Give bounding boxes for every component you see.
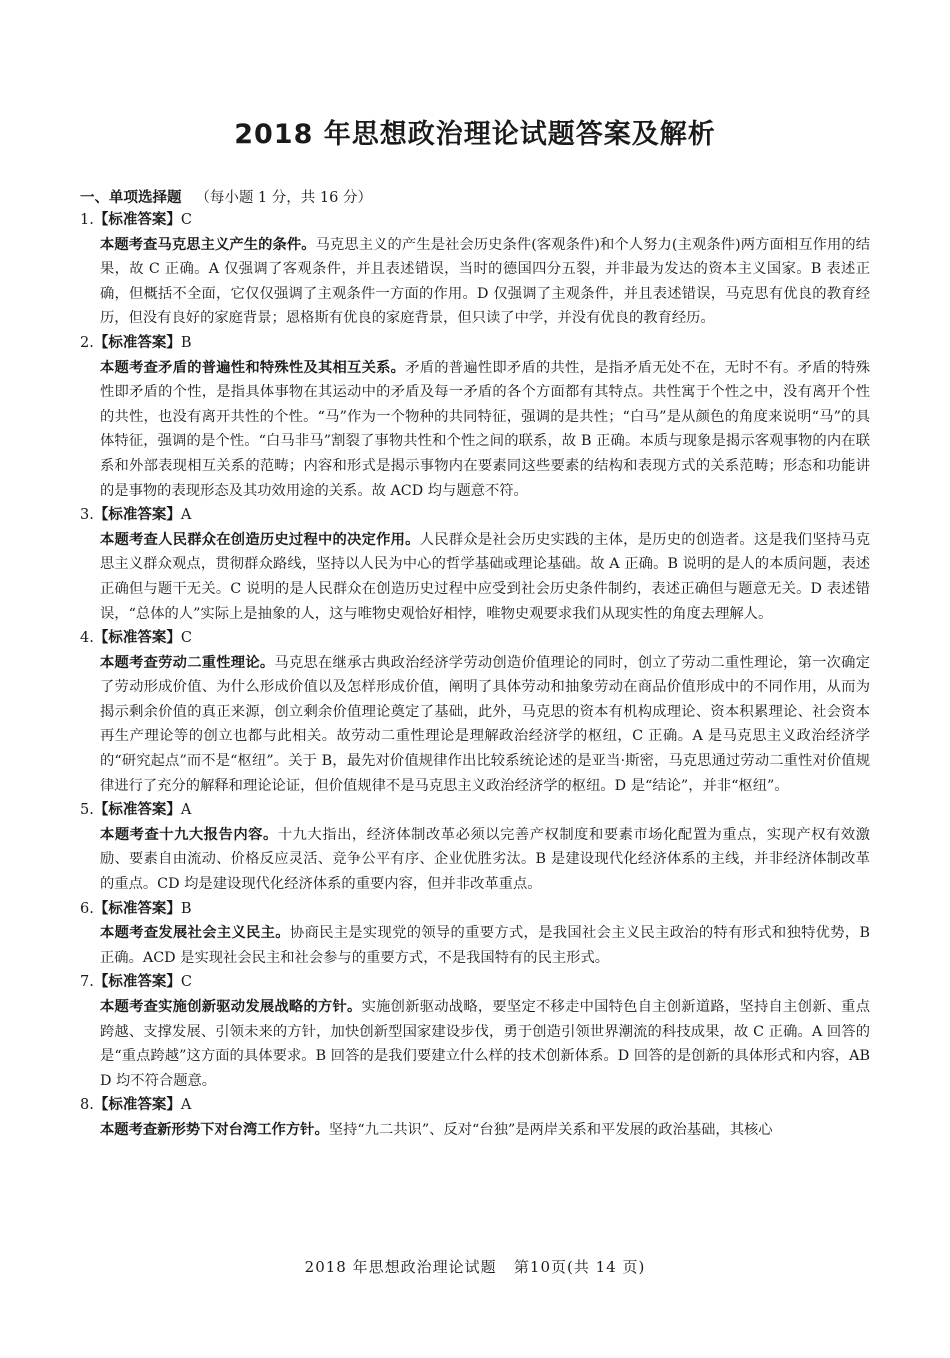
page-footer [0, 1256, 950, 1277]
topic-lead: 本题考查十九大报告内容。 [100, 826, 278, 843]
answer-tag: 【标准答案】 [93, 900, 181, 917]
question-number: 8. [80, 1097, 94, 1114]
section-note: （每小题 1 分，共 16 分） [195, 190, 372, 206]
question-item [80, 798, 870, 896]
question-item [80, 897, 870, 971]
answer-letter: A [180, 802, 192, 819]
footer-page-number: 第10页(共 14 页) [513, 1258, 646, 1276]
question-number: 7. [80, 974, 94, 991]
explanation-text: 十九大指出，经济体制改革必须以完善产权制度和要素市场化配置为重点，实现产权有效激励、要素自由流动、价格反应灵活、竞争公平有序、企业优胜劣汰。B 是建设现代化经济体系的主线，并非经济体制改革的重点。CD 均是建设现代化经济体系的重要内容，但并非改革重点。 [100, 826, 870, 893]
answer-letter: C [180, 630, 192, 647]
topic-lead: 本题考查劳动二重性理论。 [100, 654, 275, 671]
topic-lead: 本题考查新形势下对台湾工作方针。 [100, 1121, 329, 1138]
question-header [80, 970, 870, 995]
explanation-text: 实施创新驱动战略，要坚定不移走中国特色自主创新道路，坚持自主创新、重点跨越、支撑发展、引领未来的方针，加快创新型国家建设步伐，勇于创造引领世界潮流的科技成果，故 C 正确。A 回答的是“重点跨越”这方面的具体要求。B 回答的是我们要建立什么样的技术创新体系。D 回答的是创新的具体形式和内容，ABD 均不符合题意。 [100, 999, 871, 1089]
question-explanation [80, 1118, 870, 1143]
answer-tag: 【标准答案】 [93, 974, 181, 991]
question-explanation [80, 921, 870, 970]
question-explanation [80, 528, 870, 626]
topic-lead: 本题考查马克思主义产生的条件。 [100, 236, 316, 253]
explanation-text: 协商民主是实现党的领导的重要方式，是我国社会主义民主政治的特有形式和独特优势，B 正确。ACD 是实现社会民主和社会参与的重要方式，不是我国特有的民主形式。 [100, 925, 870, 966]
answer-tag: 【标准答案】 [93, 1097, 181, 1114]
page-title: 2018 年思想政治理论试题答案及解析 [234, 119, 716, 150]
question-explanation [80, 823, 870, 897]
topic-lead: 本题考查矛盾的普遍性和特殊性及其相互关系。 [100, 359, 406, 376]
topic-lead: 本题考查实施创新驱动发展战略的方针。 [100, 999, 362, 1015]
topic-lead: 本题考查人民群众在创造历史过程中的决定作用。 [100, 531, 420, 548]
topic-lead: 本题考查发展社会主义民主。 [100, 925, 290, 942]
question-header [80, 331, 870, 356]
question-header [80, 798, 870, 823]
answer-tag: 【标准答案】 [93, 630, 181, 647]
footer-exam-name: 2018 年思想政治理论试题 [304, 1258, 497, 1276]
question-explanation [80, 233, 870, 331]
explanation-text: 马克思主义的产生是社会历史条件(客观条件)和个人努力(主观条件)两方面相互作用的结果，故 C 正确。A 仅强调了客观条件，并且表述错误，当时的德国四分五裂，并非最为发达的资本主义国家。B 表述正确，但概括不全面，它仅仅强调了主观条件一方面的作用。D 仅强调了主观条件，并且表述错误，马克思有优良的教育经历，但没有良好的家庭背景；恩格斯有优良的家庭背景，但只读了中学，并没有优良的教育经历。 [100, 236, 871, 327]
question-number: 4. [80, 630, 94, 647]
answer-tag: 【标准答案】 [93, 334, 181, 351]
answer-tag: 【标准答案】 [93, 212, 181, 228]
answer-letter: B [180, 334, 192, 351]
answer-list [80, 208, 870, 1143]
question-item [80, 503, 870, 626]
explanation-text: 矛盾的普遍性即矛盾的共性，是指矛盾无处不在，无时不有。矛盾的特殊性即矛盾的个性，是指具体事物在其运动中的矛盾及每一矛盾的各个方面都有其特点。共性寓于个性之中，没有离开个性的共性，也没有离开共性的个性。“马”作为一个物种的共同特征，强调的是共性；“白马”是从颜色的角度来说明“马”的具体特征，强调的是个性。“白马非马”割裂了事物共性和个性之间的联系，故 B 正确。本质与现象是揭示客观事物的内在联系和外部表现相互关系的范畴；内容和形式是揭示事物内在要素同这些要素的结构和表现方式的关系范畴；形态和功能讲的是事物的表现形态及其功效用途的关系。故 ACD 均与题意不符。 [100, 359, 870, 499]
question-header [80, 897, 870, 922]
explanation-text: 马克思在继承古典政治经济学劳动创造价值理论的同时，创立了劳动二重性理论，第一次确定了劳动形成价值、为什么形成价值以及怎样形成价值，阐明了具体劳动和抽象劳动在商品价值形成中的不同作用，从而为揭示剩余价值的真正来源，创立剩余价值理论奠定了基础，此外，马克思的资本有机构成理论、资本积累理论、社会资本再生产理论等的创立也都与此相关。故劳动二重性理论是理解政治经济学的枢纽，C 正确。A 是马克思主义政治经济学的“研究起点”而不是“枢纽”。关于 B，最先对价值规律作出比较系统论述的是亚当·斯密，马克思通过劳动二重性对价值规律进行了充分的解释和理论论证，但价值规律不是马克思主义政治经济学的枢纽。D 是“结论”，并非“枢纽”。 [100, 654, 871, 794]
question-header [80, 1093, 870, 1118]
answer-letter: C [180, 212, 192, 228]
question-item [80, 331, 870, 503]
question-number: 1. [80, 212, 94, 228]
question-item [80, 208, 870, 331]
answer-letter: B [180, 900, 192, 917]
question-explanation [80, 356, 870, 504]
section-label: 一、单项选择题 [80, 190, 182, 206]
question-number: 5. [80, 802, 94, 819]
question-item [80, 970, 870, 1093]
question-header [80, 626, 870, 651]
section-heading [80, 186, 372, 207]
question-item [80, 626, 870, 798]
question-header [80, 208, 870, 233]
answer-tag: 【标准答案】 [93, 802, 181, 819]
answer-letter: A [180, 1097, 192, 1114]
question-explanation [80, 651, 870, 799]
question-header [80, 503, 870, 528]
answer-letter: A [180, 507, 192, 524]
question-number: 6. [80, 900, 94, 917]
answer-tag: 【标准答案】 [93, 507, 181, 524]
question-explanation [80, 995, 870, 1093]
explanation-text: 人民群众是社会历史实践的主体，是历史的创造者。这是我们坚持马克思主义群众观点，贯彻群众路线，坚持以人民为中心的哲学基础或理论基础。故 A 正确。B 说明的是人的本质问题，表述正确但与题干无关。C 说明的是人民群众在创造历史过程中应受到社会历史条件制约，表述正确但与题意无关。D 表述错误，“总体的人”实际上是抽象的人，这与唯物史观恰好相悖，唯物史观要求我们从现实性的角度去理解人。 [100, 531, 870, 622]
question-item [80, 1093, 870, 1142]
question-number: 3. [80, 507, 94, 524]
explanation-text: 坚持“九二共识”、反对“台独”是两岸关系和平发展的政治基础，其核心 [328, 1121, 773, 1138]
question-number: 2. [80, 334, 94, 351]
answer-letter: C [180, 974, 192, 991]
